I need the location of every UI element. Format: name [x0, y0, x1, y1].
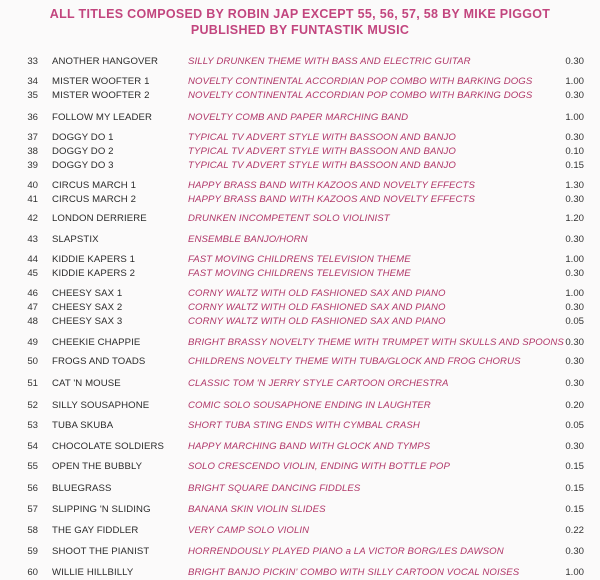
track-duration: 0.15	[565, 504, 584, 515]
track-number: 38	[27, 146, 38, 157]
track-title: CIRCUS MARCH 2	[52, 194, 137, 205]
track-number: 40	[27, 180, 38, 191]
track-number: 35	[27, 90, 38, 101]
track-number: 44	[27, 254, 38, 265]
track-duration: 0.10	[565, 146, 584, 157]
track-row	[0, 253, 600, 266]
track-row	[0, 267, 600, 280]
track-description: NOVELTY CONTINENTAL ACCORDIAN POP COMBO WITH BARKING DOGS	[188, 90, 533, 101]
track-row	[0, 301, 600, 314]
track-row	[0, 55, 600, 68]
track-title: THE GAY FIDDLER	[52, 525, 139, 536]
track-duration: 0.22	[565, 525, 584, 536]
track-duration: 1.00	[565, 112, 584, 123]
track-description: TYPICAL TV ADVERT STYLE WITH BASSOON AND BANJO	[188, 160, 456, 171]
track-title: ANOTHER HANGOVER	[52, 56, 159, 67]
track-number: 39	[27, 160, 38, 171]
track-row	[0, 377, 600, 390]
track-title: CIRCUS MARCH 1	[52, 180, 137, 191]
track-description: DRUNKEN INCOMPETENT SOLO VIOLINIST	[188, 213, 390, 224]
track-duration: 0.30	[565, 302, 584, 313]
track-number: 45	[27, 268, 38, 279]
track-title: SHOOT THE PIANIST	[52, 546, 150, 557]
track-description: FAST MOVING CHILDRENS TELEVISION THEME	[188, 254, 411, 265]
track-row	[0, 75, 600, 88]
track-duration: 1.00	[565, 76, 584, 87]
track-description: TYPICAL TV ADVERT STYLE WITH BASSOON AND BANJO	[188, 132, 456, 143]
track-number: 46	[27, 288, 38, 299]
track-title: LONDON DERRIERE	[52, 213, 147, 224]
track-description: HAPPY MARCHING BAND WITH GLOCK AND TYMPS	[188, 441, 431, 452]
track-description: SHORT TUBA STING ENDS WITH CYMBAL CRASH	[188, 420, 420, 431]
track-number: 59	[27, 546, 38, 557]
track-row	[0, 355, 600, 368]
track-row	[0, 179, 600, 192]
track-description: HAPPY BRASS BAND WITH KAZOOS AND NOVELTY EFFECTS	[188, 180, 475, 191]
track-number: 53	[27, 420, 38, 431]
track-row	[0, 212, 600, 225]
track-title: MISTER WOOFTER 2	[52, 90, 150, 101]
track-description: CORNY WALTZ WITH OLD FASHIONED SAX AND PIANO	[188, 302, 446, 313]
track-title: CHEEKIE CHAPPIE	[52, 337, 141, 348]
track-row	[0, 89, 600, 102]
track-duration: 0.30	[565, 378, 584, 389]
track-description: CORNY WALTZ WITH OLD FASHIONED SAX AND PIANO	[188, 316, 446, 327]
track-title: OPEN THE BUBBLY	[52, 461, 143, 472]
composer-credit: ALL TITLES COMPOSED BY ROBIN JAP EXCEPT 55, 56, 57, 58 BY MIKE PIGGOT	[49, 7, 551, 21]
track-duration: 0.05	[565, 420, 584, 431]
track-row	[0, 287, 600, 300]
track-duration: 0.30	[565, 268, 584, 279]
track-number: 54	[27, 441, 38, 452]
track-row	[0, 193, 600, 206]
track-duration: 1.30	[565, 180, 584, 191]
track-duration: 1.20	[565, 213, 584, 224]
track-number: 34	[27, 76, 38, 87]
track-number: 49	[27, 337, 38, 348]
track-description: BRIGHT SQUARE DANCING FIDDLES	[188, 483, 361, 494]
track-duration: 0.15	[565, 461, 584, 472]
track-description: FAST MOVING CHILDRENS TELEVISION THEME	[188, 268, 411, 279]
track-duration: 0.30	[565, 194, 584, 205]
track-number: 36	[27, 112, 38, 123]
track-description: COMIC SOLO SOUSAPHONE ENDING IN LAUGHTER	[188, 400, 431, 411]
track-title: KIDDIE KAPERS 1	[52, 254, 136, 265]
track-number: 58	[27, 525, 38, 536]
track-description: SOLO CRESCENDO VIOLIN, ENDING WITH BOTTLE POP	[188, 461, 450, 472]
track-title: SILLY SOUSAPHONE	[52, 400, 150, 411]
track-duration: 1.00	[565, 288, 584, 299]
track-row	[0, 145, 600, 158]
track-duration: 0.30	[565, 356, 584, 367]
track-number: 42	[27, 213, 38, 224]
track-row	[0, 159, 600, 172]
track-description: NOVELTY COMB AND PAPER MARCHING BAND	[188, 112, 409, 123]
track-title: CHEESY SAX 3	[52, 316, 123, 327]
track-row	[0, 233, 600, 246]
track-number: 33	[27, 56, 38, 67]
track-row	[0, 111, 600, 124]
track-duration: 0.30	[565, 90, 584, 101]
track-row	[0, 419, 600, 432]
track-number: 57	[27, 504, 38, 515]
track-description: BRIGHT BANJO PICKIN' COMBO WITH SILLY CARTOON VOCAL NOISES	[188, 567, 520, 578]
track-description: CHILDRENS NOVELTY THEME WITH TUBA/GLOCK AND FROG CHORUS	[188, 356, 521, 367]
track-row	[0, 566, 600, 579]
track-number: 47	[27, 302, 38, 313]
track-duration: 0.30	[565, 337, 584, 348]
track-title: CHOCOLATE SOLDIERS	[52, 441, 164, 452]
track-title: DOGGY DO 2	[52, 146, 114, 157]
track-number: 41	[27, 194, 38, 205]
track-title: TUBA SKUBA	[52, 420, 114, 431]
track-title: MISTER WOOFTER 1	[52, 76, 150, 87]
track-row	[0, 482, 600, 495]
track-title: SLIPPING 'N SLIDING	[52, 504, 151, 515]
track-duration: 0.30	[565, 441, 584, 452]
track-duration: 1.00	[565, 254, 584, 265]
track-description: CORNY WALTZ WITH OLD FASHIONED SAX AND PIANO	[188, 288, 446, 299]
track-description: NOVELTY CONTINENTAL ACCORDIAN POP COMBO WITH BARKING DOGS	[188, 76, 533, 87]
track-title: FOLLOW MY LEADER	[52, 112, 153, 123]
track-duration: 0.15	[565, 160, 584, 171]
publisher-credit: PUBLISHED BY FUNTASTIK MUSIC	[190, 23, 410, 37]
track-duration: 0.30	[565, 234, 584, 245]
track-duration: 0.15	[565, 483, 584, 494]
track-number: 51	[27, 378, 38, 389]
track-row	[0, 503, 600, 516]
track-title: KIDDIE KAPERS 2	[52, 268, 136, 279]
track-row	[0, 524, 600, 537]
track-duration: 0.05	[565, 316, 584, 327]
track-duration: 0.20	[565, 400, 584, 411]
track-row	[0, 460, 600, 473]
track-row	[0, 545, 600, 558]
track-number: 37	[27, 132, 38, 143]
track-row	[0, 440, 600, 453]
track-number: 50	[27, 356, 38, 367]
track-description: CLASSIC TOM 'N JERRY STYLE CARTOON ORCHESTRA	[188, 378, 449, 389]
track-title: BLUEGRASS	[52, 483, 112, 494]
track-number: 55	[27, 461, 38, 472]
track-duration: 0.30	[565, 546, 584, 557]
track-title: WILLIE HILLBILLY	[52, 567, 134, 578]
track-title: FROGS AND TOADS	[52, 356, 146, 367]
track-title: CHEESY SAX 1	[52, 288, 123, 299]
track-description: TYPICAL TV ADVERT STYLE WITH BASSOON AND BANJO	[188, 146, 456, 157]
track-number: 43	[27, 234, 38, 245]
track-title: DOGGY DO 1	[52, 132, 114, 143]
track-title: CHEESY SAX 2	[52, 302, 123, 313]
track-row	[0, 336, 600, 349]
track-number: 52	[27, 400, 38, 411]
track-duration: 0.30	[565, 132, 584, 143]
track-description: ENSEMBLE BANJO/HORN	[188, 234, 308, 245]
track-title: DOGGY DO 3	[52, 160, 114, 171]
track-row	[0, 399, 600, 412]
track-title: CAT 'N MOUSE	[52, 378, 121, 389]
track-row	[0, 315, 600, 328]
track-number: 60	[27, 567, 38, 578]
track-description: BANANA SKIN VIOLIN SLIDES	[188, 504, 326, 515]
track-title: SLAPSTIX	[52, 234, 99, 245]
track-description: HORRENDOUSLY PLAYED PIANO a LA VICTOR BORG/LES DAWSON	[188, 546, 504, 557]
track-description: SILLY DRUNKEN THEME WITH BASS AND ELECTRIC GUITAR	[188, 56, 471, 67]
track-description: HAPPY BRASS BAND WITH KAZOOS AND NOVELTY EFFECTS	[188, 194, 475, 205]
track-row	[0, 131, 600, 144]
track-description: VERY CAMP SOLO VIOLIN	[188, 525, 310, 536]
track-duration: 0.30	[565, 56, 584, 67]
track-number: 56	[27, 483, 38, 494]
track-description: BRIGHT BRASSY NOVELTY THEME WITH TRUMPET WITH SKULLS AND SPOONS	[188, 337, 564, 348]
track-duration: 1.00	[565, 567, 584, 578]
track-number: 48	[27, 316, 38, 327]
